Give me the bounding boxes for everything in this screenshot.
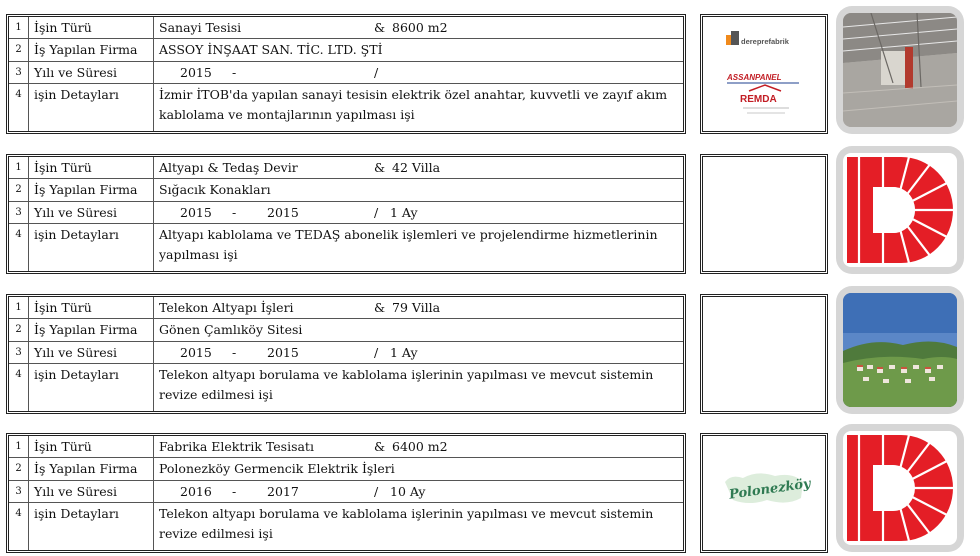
row-number: 3 (9, 202, 29, 223)
label-year: Yılı ve Süresi (31, 342, 154, 363)
year-end: 2015 (267, 205, 299, 220)
details-value: Altyapı kablolama ve TEDAŞ abonelik işlemleri ve projelendirme hizmetlerinin yapılması işi (159, 227, 658, 262)
year-slash: / (374, 345, 379, 360)
scope-value: 6400 m2 (392, 439, 448, 454)
label-job-type: İşin Türü (31, 17, 154, 38)
row-type (9, 436, 683, 458)
ampersand: & (374, 300, 386, 315)
year-dash: - (232, 484, 237, 499)
brand-d-emblem-2 (836, 424, 964, 552)
row-year (9, 342, 683, 364)
job-type-value: Fabrika Elektrik Tesisatı (159, 439, 314, 454)
project-record-3 (6, 294, 686, 414)
row-type (9, 17, 683, 39)
row-year (9, 481, 683, 503)
row-number: 1 (9, 157, 29, 178)
row-details (9, 364, 683, 411)
row-firm (9, 39, 683, 62)
client-logos-box-4 (700, 433, 828, 553)
dere-prefabrik-logo (726, 31, 790, 46)
client-logos-box-2 (700, 154, 828, 274)
job-type-value: Sanayi Tesisi (159, 20, 242, 35)
job-type-value: Telekon Altyapı İşleri (159, 300, 294, 315)
details-value: Telekon altyapı borulama ve kablolama işlerinin yapılması ve mevcut sistemin revize edilmesi işi (159, 506, 654, 541)
row-number: 2 (9, 179, 29, 201)
duration: 10 Ay (390, 484, 426, 499)
firm-value: Sığacık Konakları (159, 182, 271, 197)
label-details: işin Detayları (31, 364, 154, 411)
year-end: 2017 (267, 484, 299, 499)
label-details: işin Detayları (31, 224, 154, 271)
remda-logo (740, 85, 789, 113)
firm-value: ASSOY İNŞAAT SAN. TİC. LTD. ŞTİ (159, 42, 383, 57)
row-details (9, 224, 683, 271)
project-record-4 (6, 433, 686, 553)
ampersand: & (374, 160, 386, 175)
scope-value: 8600 m2 (392, 20, 448, 35)
details-value: Telekon altyapı borulama ve kablolama işlerinin yapılması ve mevcut sistemin revize edilmesi işi (159, 367, 654, 402)
row-year (9, 202, 683, 224)
label-firm: İş Yapılan Firma (31, 179, 154, 201)
label-job-type: İşin Türü (31, 436, 154, 457)
duration: 1 Ay (390, 345, 418, 360)
label-firm: İş Yapılan Firma (31, 39, 154, 61)
client-logos (703, 17, 825, 131)
label-details: işin Detayları (31, 84, 154, 131)
year-slash: / (374, 65, 379, 80)
assan-panel-logo (726, 73, 799, 83)
scope-value: 42 Villa (392, 160, 441, 175)
remda-logo-text: REMDA (740, 94, 777, 105)
label-firm: İş Yapılan Firma (31, 319, 154, 341)
year-start: 2016 (180, 484, 212, 499)
year-start: 2015 (180, 345, 212, 360)
row-number: 2 (9, 458, 29, 480)
d-logo-icon (843, 431, 957, 545)
ampersand: & (374, 439, 386, 454)
scope-value: 79 Villa (392, 300, 441, 315)
row-number: 4 (9, 224, 29, 271)
label-job-type: İşin Türü (31, 157, 154, 178)
label-year: Yılı ve Süresi (31, 481, 154, 502)
year-start: 2015 (180, 65, 212, 80)
label-year: Yılı ve Süresi (31, 62, 154, 83)
brand-d-emblem-1 (836, 146, 964, 274)
polonezkoy-logo (703, 436, 825, 550)
row-number: 2 (9, 319, 29, 341)
row-type (9, 157, 683, 179)
year-slash: / (374, 484, 379, 499)
row-firm (9, 319, 683, 342)
year-end: 2015 (267, 345, 299, 360)
row-number: 2 (9, 39, 29, 61)
village-aerial-photo (843, 293, 957, 407)
row-number: 3 (9, 62, 29, 83)
polonezkoy-logo-text: Polonezköy (728, 476, 812, 503)
row-details (9, 84, 683, 131)
row-number: 1 (9, 297, 29, 318)
project-photo-3 (836, 286, 964, 414)
label-firm: İş Yapılan Firma (31, 458, 154, 480)
year-dash: - (232, 205, 237, 220)
label-details: işin Detayları (31, 503, 154, 550)
row-firm (9, 179, 683, 202)
dere-logo-text: dereprefabrik (741, 37, 789, 46)
row-year (9, 62, 683, 84)
row-details (9, 503, 683, 550)
details-value: İzmir İTOB'da yapılan sanayi tesisin elektrik özel anahtar, kuvvetli ve zayıf akım kablolama ve montajlarının yapılması işi (159, 87, 668, 122)
row-number: 4 (9, 364, 29, 411)
project-photo-1 (836, 6, 964, 134)
d-logo-icon (843, 153, 957, 267)
row-number: 1 (9, 436, 29, 457)
firm-value: Gönen Çamlıköy Sitesi (159, 322, 303, 337)
row-number: 4 (9, 84, 29, 131)
client-logos-box-1 (700, 14, 828, 134)
duration: 1 Ay (390, 205, 418, 220)
row-number: 3 (9, 342, 29, 363)
firm-value: Polonezköy Germencik Elektrik İşleri (159, 461, 395, 476)
year-slash: / (374, 205, 379, 220)
job-type-value: Altyapı & Tedaş Devir (159, 160, 298, 175)
ampersand: & (374, 20, 386, 35)
year-dash: - (232, 345, 237, 360)
row-number: 4 (9, 503, 29, 550)
row-number: 3 (9, 481, 29, 502)
project-record-1 (6, 14, 686, 134)
factory-interior-photo (843, 13, 957, 127)
label-year: Yılı ve Süresi (31, 202, 154, 223)
label-job-type: İşin Türü (31, 297, 154, 318)
row-type (9, 297, 683, 319)
client-logos-box-3 (700, 294, 828, 414)
year-dash: - (232, 65, 237, 80)
assan-logo-text: ASSANPANEL (727, 73, 782, 82)
row-number: 1 (9, 17, 29, 38)
year-start: 2015 (180, 205, 212, 220)
project-record-2 (6, 154, 686, 274)
row-firm (9, 458, 683, 481)
